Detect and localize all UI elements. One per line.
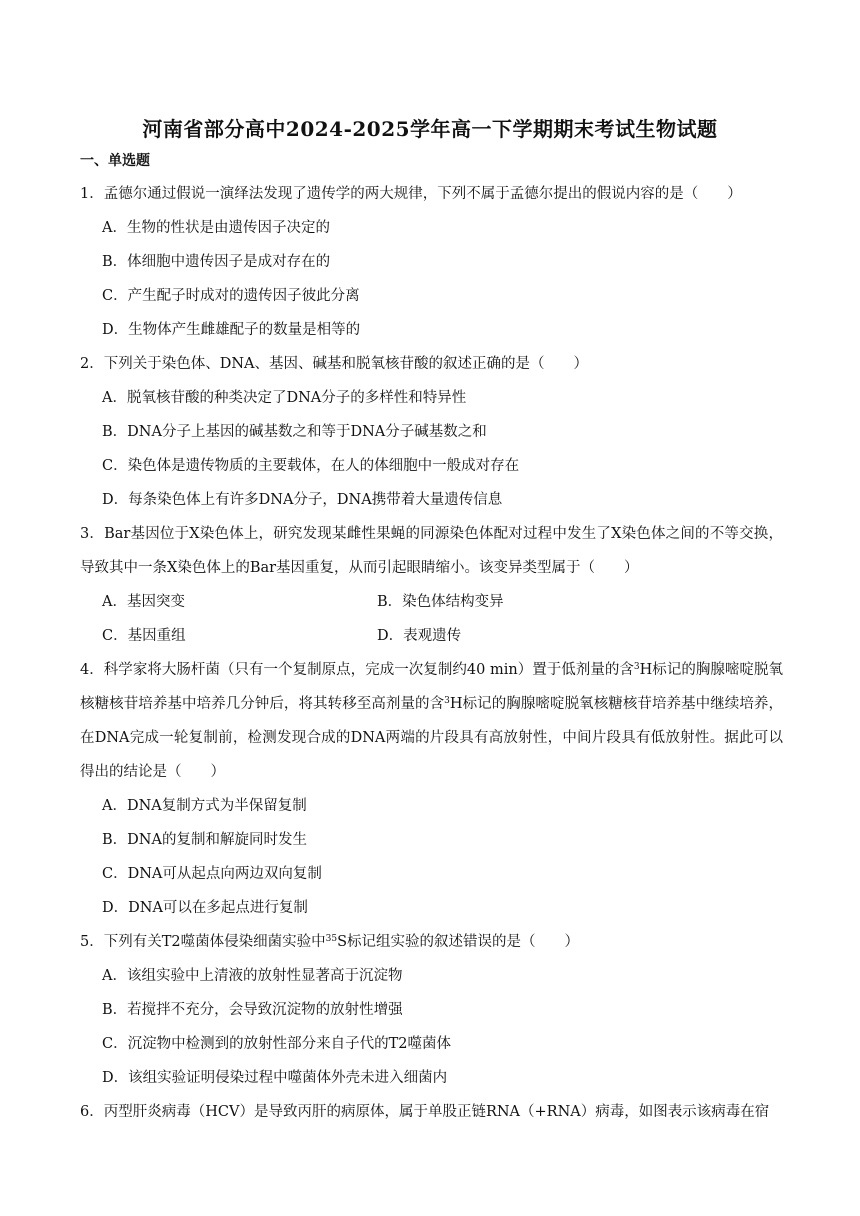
option-a: A．基因突变: [102, 594, 185, 610]
option-c: C．产生配子时成对的遗传因子彼此分离: [102, 288, 360, 304]
question-stem: 2．下列关于染色体、DNA、基因、碱基和脱氧核苷酸的叙述正确的是（ ）: [80, 356, 589, 372]
option-b: B．染色体结构变异: [377, 594, 504, 610]
question-stem: 5．下列有关T2噬菌体侵染细菌实验中$^{35}$S标记组实验的叙述错误的是（ ）: [80, 934, 580, 950]
question-stem: 6．丙型肝炎病毒（HCV）是导致丙肝的病原体，属于单股正链RNA（+RNA）病毒，如图表示该病毒在宿: [80, 1104, 770, 1120]
option-c: C．沉淀物中检测到的放射性部分来自子代的T2噬菌体: [102, 1036, 451, 1052]
option-c: C．基因重组: [102, 628, 186, 644]
page-title: 河南省部分高中2024-2025学年高一下学期期末考试生物试题: [142, 117, 718, 141]
option-c: C．染色体是遗传物质的主要载体，在人的体细胞中一般成对存在: [102, 458, 520, 474]
option-b: B．若搅拌不充分，会导致沉淀物的放射性增强: [102, 1002, 403, 1018]
question-list: [80, 177, 783, 1129]
question-stem: 1．孟德尔通过假说一演绎法发现了遗传学的两大规律，下列不属于孟德尔提出的假说内容的是（ ）: [80, 186, 742, 202]
question-6: [80, 1095, 783, 1129]
option-a: A．生物的性状是由遗传因子决定的: [102, 220, 330, 236]
question-3: [80, 517, 783, 585]
option-b: B．体细胞中遗传因子是成对存在的: [102, 254, 331, 270]
question-stem: 4．科学家将大肠杆菌（只有一个复制原点，完成一次复制约40 min）置于低剂量的含$^3$H标记的胸腺嘧啶脱氧核糖核苷培养基中培养几分钟后，将其转移至高剂量的含$^3$H标记的胸腺嘧啶脱氧核糖核苷培养基中继续培养，在DNA完成一轮复制前，检测发现合成的DNA两端的片段具有高放射性，中间片段具有低放射性。据此可以得出的结论是（ ）: [80, 662, 783, 780]
option-a: A．DNA复制方式为半保留复制: [102, 798, 307, 814]
option-d: D．每条染色体上有许多DNA分子，DNA携带着大量遗传信息: [102, 492, 503, 508]
option-d: D．生物体产生雌雄配子的数量是相等的: [102, 322, 361, 338]
option-d: D．表观遗传: [377, 628, 462, 644]
section-heading: 一、单选题: [80, 153, 150, 169]
question-4: [80, 653, 783, 789]
option-d: D．该组实验证明侵染过程中噬菌体外壳未进入细菌内: [102, 1070, 448, 1086]
options-row: [80, 619, 783, 653]
question-1: [80, 177, 783, 211]
question-2: [80, 347, 783, 381]
question-5: [80, 925, 783, 959]
option-a: A．该组实验中上清液的放射性显著高于沉淀物: [102, 968, 403, 984]
option-a: A．脱氧核苷酸的种类决定了DNA分子的多样性和特异性: [102, 390, 467, 406]
option-b: B．DNA分子上基因的碱基数之和等于DNA分子碱基数之和: [102, 424, 487, 440]
option-c: C．DNA可从起点向两边双向复制: [102, 866, 322, 882]
question-stem: 3．Bar基因位于X染色体上，研究发现某雌性果蝇的同源染色体配对过程中发生了X染色体之间的不等交换，导致其中一条X染色体上的Bar基因重复，从而引起眼睛缩小。该变异类型属于（ ）: [80, 526, 783, 576]
option-b: B．DNA的复制和解旋同时发生: [102, 832, 307, 848]
options-row: [80, 585, 783, 619]
option-d: D．DNA可以在多起点进行复制: [102, 900, 308, 916]
